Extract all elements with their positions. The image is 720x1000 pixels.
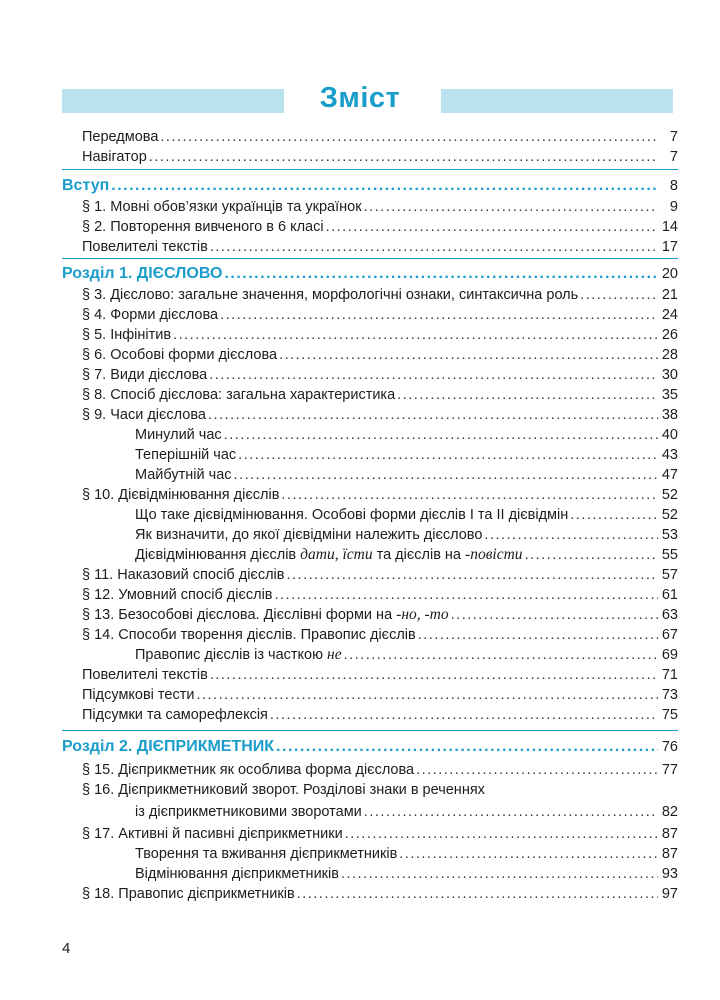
toc-entry-title: Підсумки та саморефлексія: [82, 707, 268, 723]
toc-entry-section-4[interactable]: [82, 304, 678, 326]
toc-entry-section-12[interactable]: [82, 584, 678, 606]
toc-entry-section-14[interactable]: [82, 624, 678, 646]
dot-leader: [196, 684, 658, 706]
section-rule: [62, 730, 678, 731]
toc-entry-title: § 17. Активні й пасивні дієприкметники: [82, 826, 343, 842]
toc-part-introduction[interactable]: [62, 174, 678, 198]
dot-leader: [525, 544, 658, 566]
dot-leader: [570, 504, 658, 526]
toc-part-title: Розділ 2. ДІЄПРИКМЕТНИК: [62, 738, 275, 755]
toc-page-number: 7: [669, 149, 678, 165]
toc-entry-title: Як визначити, до якої дієвідміни належить дієслово: [135, 527, 483, 543]
toc-entry-title: Дієвідмінювання дієслів дати, їсти та дієслів на -повісти: [135, 546, 523, 563]
toc-page-number: 87: [661, 846, 678, 862]
toc-subentry-present-tense[interactable]: [135, 444, 678, 466]
toc-subentry-conjugation-identify[interactable]: [135, 524, 678, 546]
toc-entry-title: § 6. Особові форми дієслова: [82, 347, 278, 363]
toc-entry-title: § 11. Наказовий спосіб дієслів: [82, 567, 285, 583]
toc-entry-title: § 5. Інфінітив: [82, 327, 172, 343]
toc-entry-title: Відмінювання дієприкметників: [135, 866, 339, 882]
toc-entry-section-7[interactable]: [82, 364, 678, 386]
dot-leader: [270, 704, 658, 726]
toc-page-number: 73: [661, 687, 678, 703]
dot-leader: [397, 384, 658, 406]
dot-leader: [160, 126, 658, 148]
toc-entry-title: § 9. Часи дієслова: [82, 407, 206, 423]
toc-page-number: 24: [661, 307, 678, 323]
section-rule: [62, 169, 678, 170]
toc-part-1-verb[interactable]: [62, 262, 678, 286]
toc-page-number: 97: [661, 886, 678, 902]
toc-page-number: 26: [661, 327, 678, 343]
toc-part-title: Розділ 1. ДІЄСЛОВО: [62, 265, 223, 282]
toc-entry-title: Правопис дієслів із часткою не: [135, 646, 342, 663]
toc-entry-title: Передмова: [82, 129, 159, 145]
toc-page-number: 93: [661, 866, 678, 882]
toc-entry-title: § 18. Правопис дієприкметників: [82, 886, 295, 902]
toc-page-number: 17: [661, 239, 678, 255]
toc-page-number: 43: [661, 447, 678, 463]
toc-entry-section-1[interactable]: [82, 196, 678, 218]
toc-page-number: 40: [661, 427, 678, 443]
dot-leader: [208, 404, 658, 426]
toc-page-number: 7: [669, 129, 678, 145]
toc-entry-title: Підсумкові тести: [82, 687, 195, 703]
toc-subentry-future-tense[interactable]: [135, 464, 678, 486]
toc-subentry-ne-particle[interactable]: [135, 644, 678, 666]
toc-entry-foreword[interactable]: [82, 126, 678, 148]
toc-page-number: 57: [661, 567, 678, 583]
toc-entry-title: § 7. Види дієслова: [82, 367, 208, 383]
toc-entry-title: § 14. Способи творення дієслів. Правопис дієслів: [82, 627, 416, 643]
toc-entry-title: § 12. Умовний спосіб дієслів: [82, 587, 273, 603]
toc-entry-section-16[interactable]: [82, 779, 678, 823]
dot-leader: [341, 863, 658, 885]
toc-entry-title: § 2. Повторення вивченого в 6 класі: [82, 219, 324, 235]
toc-entry-text-masters-1[interactable]: [82, 236, 678, 258]
toc-entry-section-6[interactable]: [82, 344, 678, 366]
dot-leader: [238, 444, 658, 466]
toc-entry-title: Майбутній час: [135, 467, 232, 483]
dot-leader: [279, 344, 658, 366]
toc-entry-title: Теперішній час: [135, 447, 237, 463]
toc-entry-section-8[interactable]: [82, 384, 678, 406]
toc-entry-section-15[interactable]: [82, 759, 678, 781]
dot-leader: [210, 236, 658, 258]
toc-entry-title: § 13. Безособові дієслова. Дієслівні форми на -но, -то: [82, 606, 449, 623]
toc-page-number: 8: [669, 178, 678, 194]
section-rule: [62, 258, 678, 259]
dot-leader: [418, 624, 658, 646]
toc-entry-section-13[interactable]: [82, 604, 678, 626]
toc-entry-title: § 4. Форми дієслова: [82, 307, 219, 323]
toc-entry-title: Навігатор: [82, 149, 147, 165]
toc-entry-self-reflection[interactable]: [82, 704, 678, 726]
toc-entry-final-tests[interactable]: [82, 684, 678, 706]
toc-page-number: 87: [661, 826, 678, 842]
toc-entry-section-9[interactable]: [82, 404, 678, 426]
toc-subentry-conjugation-irregular[interactable]: [135, 544, 678, 566]
toc-entry-section-10[interactable]: [82, 484, 678, 506]
dot-leader: [399, 843, 658, 865]
toc-entry-navigator[interactable]: [82, 146, 678, 168]
toc-page-number: 82: [661, 804, 678, 820]
dot-leader: [111, 174, 658, 198]
toc-entry-title: Що таке дієвідмінювання. Особові форми дієслів I та II дієвідмін: [135, 507, 569, 523]
italic-example: -повісти: [465, 546, 523, 563]
toc-entry-section-18[interactable]: [82, 883, 678, 905]
toc-page-number: 67: [661, 627, 678, 643]
toc-entry-title: § 1. Мовні обов’язки українців та українок: [82, 199, 362, 215]
dot-leader: [484, 524, 658, 546]
toc-entry-section-17[interactable]: [82, 823, 678, 845]
toc-page-number: 35: [661, 387, 678, 403]
toc-entry-title: § 15. Дієприкметник як особлива форма дієслова: [82, 762, 415, 778]
toc-entry-title: § 10. Дієвідмінювання дієслів: [82, 487, 280, 503]
dot-leader: [224, 262, 658, 286]
dot-leader: [234, 464, 658, 486]
dot-leader: [580, 284, 658, 306]
page-number: 4: [62, 940, 71, 957]
toc-entry-title: Минулий час: [135, 427, 222, 443]
toc-page-number: 20: [661, 266, 678, 282]
toc-part-2-participle[interactable]: [62, 735, 678, 759]
toc-page-number: 52: [661, 487, 678, 503]
dot-leader: [210, 664, 658, 686]
toc-entry-title: Повелителі текстів: [82, 667, 208, 683]
toc-entry-section-2[interactable]: [82, 216, 678, 238]
italic-example: дати, їсти: [300, 546, 373, 563]
toc-page-number: 30: [661, 367, 678, 383]
toc-page-number: 38: [661, 407, 678, 423]
toc-page-number: 75: [661, 707, 678, 723]
toc-entry-title: § 3. Дієслово: загальне значення, морфологічні ознаки, синтаксична роль: [82, 287, 579, 303]
toc-entry-text-masters-2[interactable]: [82, 664, 678, 686]
dot-leader: [326, 216, 658, 238]
toc-page-number: 52: [661, 507, 678, 523]
toc-entry-section-5[interactable]: [82, 324, 678, 346]
dot-leader: [344, 644, 658, 666]
dot-leader: [209, 364, 658, 386]
dot-leader: [149, 146, 658, 168]
italic-example: -но, -то: [396, 606, 449, 623]
dot-leader: [364, 196, 658, 218]
toc-page-number: 77: [661, 762, 678, 778]
dot-leader: [451, 604, 658, 626]
toc-entry-title: Творення та вживання дієприкметників: [135, 846, 398, 862]
toc-page-number: 14: [661, 219, 678, 235]
page-title: Зміст: [319, 82, 401, 114]
toc-part-title: Вступ: [62, 177, 110, 194]
dot-leader: [345, 823, 658, 845]
dot-leader: [286, 564, 658, 586]
toc-page-number: 63: [661, 607, 678, 623]
toc-page-number: 28: [661, 347, 678, 363]
toc-page-number: 9: [669, 199, 678, 215]
toc-page-number: 61: [661, 587, 678, 603]
dot-leader: [416, 759, 658, 781]
italic-example: не: [327, 646, 342, 663]
toc-page-number: 53: [661, 527, 678, 543]
toc-entry-title: § 8. Спосіб дієслова: загальна характеристика: [82, 387, 396, 403]
dot-leader: [275, 584, 659, 606]
toc-page-number: 71: [661, 667, 678, 683]
toc-entry-title: § 16. Дієприкметниковий зворот. Розділові знаки в реченнях: [82, 782, 485, 798]
dot-leader: [220, 304, 658, 326]
toc-subentry-past-tense[interactable]: [135, 424, 678, 446]
toc-entry-section-11[interactable]: [82, 564, 678, 586]
toc-entry-title-continued: із дієприкметниковими зворотами: [135, 804, 362, 820]
toc-page-number: 76: [661, 739, 678, 755]
toc-page-number: 21: [661, 287, 678, 303]
dot-leader: [364, 801, 658, 823]
dot-leader: [276, 735, 658, 759]
dot-leader: [281, 484, 658, 506]
toc-entry-section-3[interactable]: [82, 284, 678, 306]
dot-leader: [297, 883, 658, 905]
toc-entry-title: Повелителі текстів: [82, 239, 208, 255]
dot-leader: [173, 324, 658, 346]
toc-subentry-declension[interactable]: [135, 863, 678, 885]
dot-leader: [224, 424, 658, 446]
toc-page-number: 47: [661, 467, 678, 483]
toc-subentry-formation-usage[interactable]: [135, 843, 678, 865]
toc-page-number: 55: [661, 547, 678, 563]
toc-subentry-conjugation-intro[interactable]: [135, 504, 678, 526]
toc-page-number: 69: [661, 647, 678, 663]
